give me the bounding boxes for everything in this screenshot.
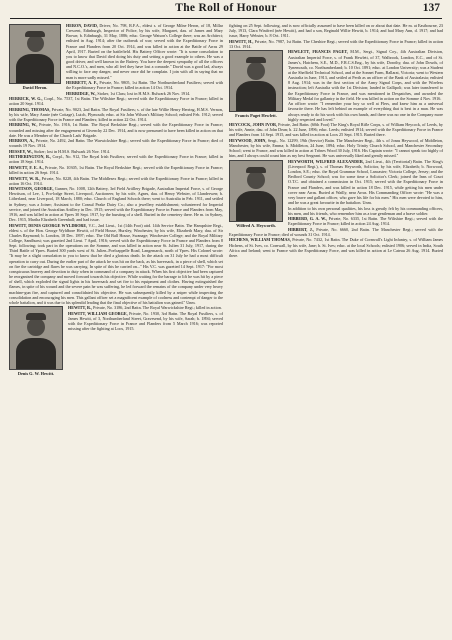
entry-name: HEYWORTH, WILFRED ALEXANDER, — [288, 158, 364, 164]
entry-text: Private, No. 1916, 1st Battn. The Royal Berkshire Regt.; served with the Expeditionary Force in France; wounded and missing after the engagement at Givenchy 22 Dec. 1914, and is now presumed to have been killed in action on that date. He was a Member of the Church Lads' Brigade. — [9, 122, 223, 138]
portrait-photo — [229, 50, 283, 112]
entry-name: HERRING, THOMAS, — [9, 106, 51, 112]
entry-name: HERRIDGE, W., — [66, 90, 97, 96]
entry-text: Private, No. 9023, 2nd Battn. The Royal Fusiliers; s. of the late Willie Henry Herring, H.M.S. Vernon, by his wife, Mary Annie (née Cottage), Lutch, Plymouth; educ. at Sir John Wilson's Military School; enlisted Feb. 1912; served with the Expeditionary Force in France and Flanders; killed in action 22 Oct. 1914. — [9, 106, 223, 122]
roll-entry — [229, 122, 443, 137]
entry-text: Private, No. 10305, 1st Battn. The Royal Berkshire Regt.; served with the Expeditionary Force in France; killed in action 26 Sept. 1914. — [9, 164, 223, 176]
entry-name: HEWETT, W. R., — [9, 175, 41, 181]
page-title: The Roll of Honour — [175, 2, 277, 14]
portrait-photo — [9, 24, 61, 84]
roll-entry — [229, 237, 443, 258]
entry-text: 2nd Lieut., 4th (Territorial) Battn. The King's (Liverpool Regt.), s. of Thomas Heyworth, Solicitor, by his wife, Elizabeth; b. Norwood, London, S.E.; educ. the Royal Grammar School, Lancaster; Victoria College, Jersey; and the Bedford County School; was for some time a Solicitor's Clerk; joined the Inns of Court O.T.C. and obtained a commission in Oct. 1915; served with the Expeditionary Force in France and Flanders, and was killed in action 18 Dec. 1915, while getting his men under cover near Arras. Buried at Wailly, near Arras. His Commanding Officer wrote: "He was a very brave and gallant officer, who gave his life for his men." His men were devoted to him, and he was a great favourite in the battalion. Unm. — [288, 158, 443, 206]
entry-text: Private, 2nd Battn. (60th Foot) The King's Royal Rifle Corps, s. of William Heycock, of Leeds, by his wife, Annie, dau. of John Dean; b. 22 June, 1896; educ. Leeds; enlisted 1914; served with the Expeditionary Force in France and Flanders from 14 Sept. 1915, and was killed in action at Loos 25 Sept. 1915. Buried there. — [229, 122, 443, 138]
entry-text: Private, No. 2492, 2nd Battn. The Warwickshire Regt.; served with the Expeditionary Force in France; died of wounds 19 Nov. 1914. — [9, 138, 223, 149]
roll-entry — [9, 138, 223, 148]
entry-text: Corpl., No. 912, The Royal Irish Fusiliers; served with the Expeditionary Force in France; killed in action 18 Sept. 1914. — [9, 154, 223, 165]
entry-text: V.C., 2nd Lieut., 1st (14th Foot) attd. 14th Service Battn. The Hampshire Regt., eldest s. of the Hon. George Wyldbore Hewitt, of Field House, Hursley, Winchester, by his wife, Elizabeth Mary, dau. of Sir Charles Raymond; b. London, 18 Dec. 1897; educ. The Old Ball House, Swanage; Winchester College; and the Royal Military College, Sandhurst; was gazetted 2nd Lieut. 7 April, 1916; served with the Expeditionary Force in France and Flanders from 8 Sept. following; took part in the operations on the Somme, and was killed in action near St. Julien 31 July, 1917, during the Third Battle of Ypres. Buried 300 yards west of St. Julien–Poelcappelle Road, Langemarck, north of Ypres. His Colonel wrote: "It may be a slight consolation to you to know that he died a glorious death. In the attack on 31 July he had a most difficult operation to carry out. During the earlier part of the attack he was hit on the back, as his haversack, in a piece of shell, which set on fire the cartridge and flares he was carrying. In spite of this he carried on..." His V.C. was gazetted 14 Sept. 1917: "For most conspicuous bravery and devotion to duty when in command of a company in attack. When his first objective had been captured he reorganised the company and moved forward towards his objective. While waiting for the barrage to lift he was hit by a piece of shell, which exploded the signal lights in his haversack and set fire to his equipment and clothes. Having extinguished the flames, in spite of his wound and the severe pain he was suffering, he led forward the remains of the company under very heavy machine-gun fire, and captured and consolidated his objective. He was subsequently killed by a sniper while inspecting the consolidation and encouraging his men. This gallant officer set a magnificent example of coolness and contempt of danger to the whole battalion, and it was due to his splendid leading that the final objective of his battalion was gained." Unm. — [9, 222, 223, 305]
entry-text: In addition to his own personal qualities, his loss is greatly felt by his commanding officers, his men, and his friends, who remember him as a true gentleman and a brave soldier. — [288, 205, 443, 216]
entry-name: HIBBERT, J., — [288, 226, 314, 232]
entry-name: HEWLETT, FRANCIS PAGET, — [288, 49, 348, 55]
entry-name: HEWITT, R., — [68, 305, 93, 311]
roll-entry — [9, 165, 223, 175]
roll-entry — [9, 91, 223, 96]
roll-entry — [229, 138, 443, 159]
entry-text: Corpl., No. 7537, 1st Battn. The Wiltshire Regt.; served with the Expeditionary Force in France; killed in action 20 Sept. 1914. — [9, 96, 223, 107]
roll-entry — [9, 186, 223, 222]
entry-name: HICHENS, WILLIAM THOMAS, — [229, 237, 291, 243]
entry-text: Gunner, No. 1008, 12th Battery, 3rd Field Artillery Brigade, Australian Imperial Force, s. of George Hewitson, of Lee, 1, Pro-lodge Street, Liverpool, Auctioneer, by his wife, Agnes, dau. of Henry Webster, of Llanderwen; b. Litherland, near Liverpool, 18 March, 1880; educ. Church of England Schools there; went to Australia in Feb. 1911, and settled in Sydney; was a Joiner; Assistant to the Consul Peake Dairy Co.; also a jewellery establishment; volunteered for Imperial service, and joined the Australian Artillery in Dec. 1915; served with the Expeditionary Force in France and Flanders from May, 1916, and was killed in action at Ypres 30 Sept. 1917, by the bursting of a shell. Buried in the cemetery there. He m. in Sydney, Dec. 1915, Martha Elizabeth Greenhall; and had issue. — [9, 186, 223, 223]
entry-text: Private, No. 8228, 4th Battn. The Middlesex Regt.; served with the Expeditionary Force in France; killed in action 16 Oct. 1914. — [9, 175, 223, 186]
entry-text: Private, No. 7987, 1st Battn. The Cheshire Regt.; served with the Expeditionary Force in France; killed in action 13 Oct. 1914. — [229, 38, 443, 49]
portrait-heyworth — [229, 160, 283, 228]
entry-text: Stoker; lost in H.M.S. Bulwark 26 Nov. 1914. — [33, 148, 110, 154]
roll-entry — [9, 176, 223, 186]
roll-entry — [9, 107, 223, 122]
entry-name: HERON, DAVID, — [66, 23, 98, 28]
portrait-caption: Denis G. W. Hewitt. — [17, 371, 55, 377]
entry-text: Sergt., No. 12299, 19th (Service) Battn. The Manchester Regt., 4th s. of Jonas Heywood, of Middleton, Manchester, by his wife, Emma; b. Middleton, 24 June, 1894; educ. Holy Trinity Church School, and Manchester Secondary School; went to France, and was killed in action at Trônes Wood 30 July, 1916. His Captain wrote: "I cannot speak too highly of him, and I always could count him as my best Sergeant. He was universally liked and greatly missed." — [229, 137, 443, 159]
entry-text: Private, No. 3186, 2nd Battn. The Royal Warwickshire Regt.; killed in action. — [93, 305, 222, 311]
entry-name: HEWETT, F. E. A., — [9, 164, 44, 170]
portrait-caption: Wilfred A. Heyworth. — [236, 222, 276, 228]
entry-name: HERRING, W., — [9, 122, 38, 128]
left-column — [9, 23, 223, 635]
page-header — [10, 2, 442, 19]
entry-text: Private, No. 9805, 1st Battn. The Northumberland Fusiliers; served with the Expeditionary Force in France; killed in action 14 Oct. 1914. — [66, 80, 223, 91]
entry-name: HEWITT, WILLIAM GEORGE, — [68, 310, 128, 316]
entry-name: HETHERINGTON, R., — [9, 154, 51, 160]
portrait-caption: Francis Paget Hewlett. — [235, 113, 277, 119]
entry-text: fighting on 25 Sept. following, and is now officially assumed to have been killed on or about that date. He m. at Eastbourne, 23 July, 1913, Clara Winifred (née Hewitt), and had a son, Reginald Willie Hewitt, b. 1914; and had Mary Ann, d. 1917; and had issue, Harry Webster, b. 8 Oct. 1911. — [229, 23, 443, 39]
portrait-heron — [9, 24, 61, 90]
entry-text: Private, No. 6335, 1st Battn. The Wiltshire Regt.; served with the Expeditionary Force in France; killed in action 24 Aug. 1914. — [288, 216, 443, 227]
entry-text: Stoker, 1st Class; lost in H.M.S. Bulwark 26 Nov. 1914. — [97, 90, 191, 96]
portrait-hewlett — [229, 50, 283, 118]
entry-text: Driver, No. 798, R.F.A., eldest s. of George Milne Heron, of 18, Millar Crescent, Edinburgh, Inspector of Police, by his wife, Margaret, dau. of James and Mary Brown; b. Edinburgh, 31 May, 1886; educ. George Watson's College there; was an Architect; enlisted in Aug. 1914; after the outbreak of war; served with the Expeditionary Force in France and Flanders from 20 Oct. 1914, and was killed in action at the Battle of Arras 29 April, 1917. Buried on the battlefield. His Battery Officer wrote: "It is some consolation to you to know that David died doing his duty and setting a good example to others. He was a good driver, and well known in the Battery. You have the deepest sympathy of all the officers and N.C.O.'s, and men, who all feel they have lost a comrade." David was a good lad, always willing to face any danger, and never once did he complain. I join with all in saying that no man is more sadly missed." — [66, 23, 223, 80]
entry-name: HERRICK, W. G., — [9, 96, 43, 102]
portrait-hewitt — [9, 306, 63, 376]
entry-name: HESSEY, W., — [9, 148, 33, 154]
entry-text: Private, No. 1930, 3rd Battn. The Royal Fusiliers, s. of James Hewitt, of 3, Northumberland Street, Gravesend, by his wife, Sarah; b. 1894; served with the Expeditionary Force in France and Flanders from 5 March 1916; was reported missing after the fighting at Loos, 1915. — [68, 310, 223, 332]
entry-text: Private, No. 7432, 1st Battn. The Duke of Cornwall's Light Infantry, s. of William James Hichens, of St. Ives, co. Cornwall, by his wife, Jane; b. St. Ives; educ. at the local Schools; enlisted 1906; served in India, South Africa and Ireland; went to France with the Expeditionary Force, and was killed in action at Le Cateau 26 Aug. 1914. Buried there. — [229, 237, 443, 258]
roll-entry — [9, 96, 223, 106]
portrait-caption: David Heron. — [22, 85, 48, 90]
roll-entry — [229, 227, 443, 237]
entry-name: HERRON, A., — [9, 138, 35, 144]
entry-text: An officer wrote: "I remember your boy so well at Flers, and knew him as a universal favourite there. He has left behind an example of everything that is best in a man. He was always ready to do his work with his own hands, and there was no one in the Company more highly respected and loved." — [288, 101, 443, 122]
roll-entry — [9, 154, 223, 164]
roll-entry — [229, 23, 443, 38]
entry-name: HEYWOOD, JOHN, — [229, 137, 267, 143]
entry-text: Private, No. 6660, 2nd Battn. The Manchester Regt.; served with the Expeditionary Force in France; died of wounds 31 Oct. 1914. — [229, 226, 443, 237]
entry-name: HERRETT, A. F., — [66, 80, 98, 86]
entry-name: HEYCOCK, JOHN IVOR, — [229, 122, 277, 128]
roll-entry — [229, 39, 443, 49]
portrait-photo — [229, 160, 283, 222]
roll-entry — [9, 223, 223, 306]
roll-entry — [9, 149, 223, 154]
entry-name: HEWITSON, GEORGE, — [9, 186, 54, 192]
entry-name: HIBBERD, G. A. W., — [288, 216, 327, 222]
right-column — [229, 23, 443, 635]
entry-name: HEWITT, H., — [229, 38, 254, 44]
roll-entry — [9, 122, 223, 137]
portrait-photo — [9, 306, 63, 370]
page-number: 137 — [422, 2, 440, 14]
entry-text: M.M., Sergt., Signal Coy., 4th Australian Division, Australian Imperial Force, s. of Frank Hewlett, of 37, Walbrook, London, E.C., and of St. James's, Hatchem, S.E., M.D., F.R.C.S.Eng., by his wife, Dorothy, dau. of John Dowds, of Tynemouth, co. Northumberland; b. 10 Oct. 1891; educ. at London University; was a Student at the Sheffield Technical School, and at the Sonnet Farm, Ballarat, Victoria; went to Western Australia in June, 1913, and settled at Perth as an officer of the Bank of Australasia; enlisted 8 Aug. 1914; was in the first section of the Army Signal Corps, and with the Wireless instruction; left Australia with the 1st Division; landed in Gallipoli; was later transferred to the Expeditionary Force in France, and was mentioned in Despatches, and awarded the Military Medal for gallantry in the field. He was killed in action on the Somme 4 Nov. 1916. — [288, 49, 443, 101]
entry-name: HEWITT, DENIS GEORGE WYLDBORE, — [9, 222, 88, 228]
